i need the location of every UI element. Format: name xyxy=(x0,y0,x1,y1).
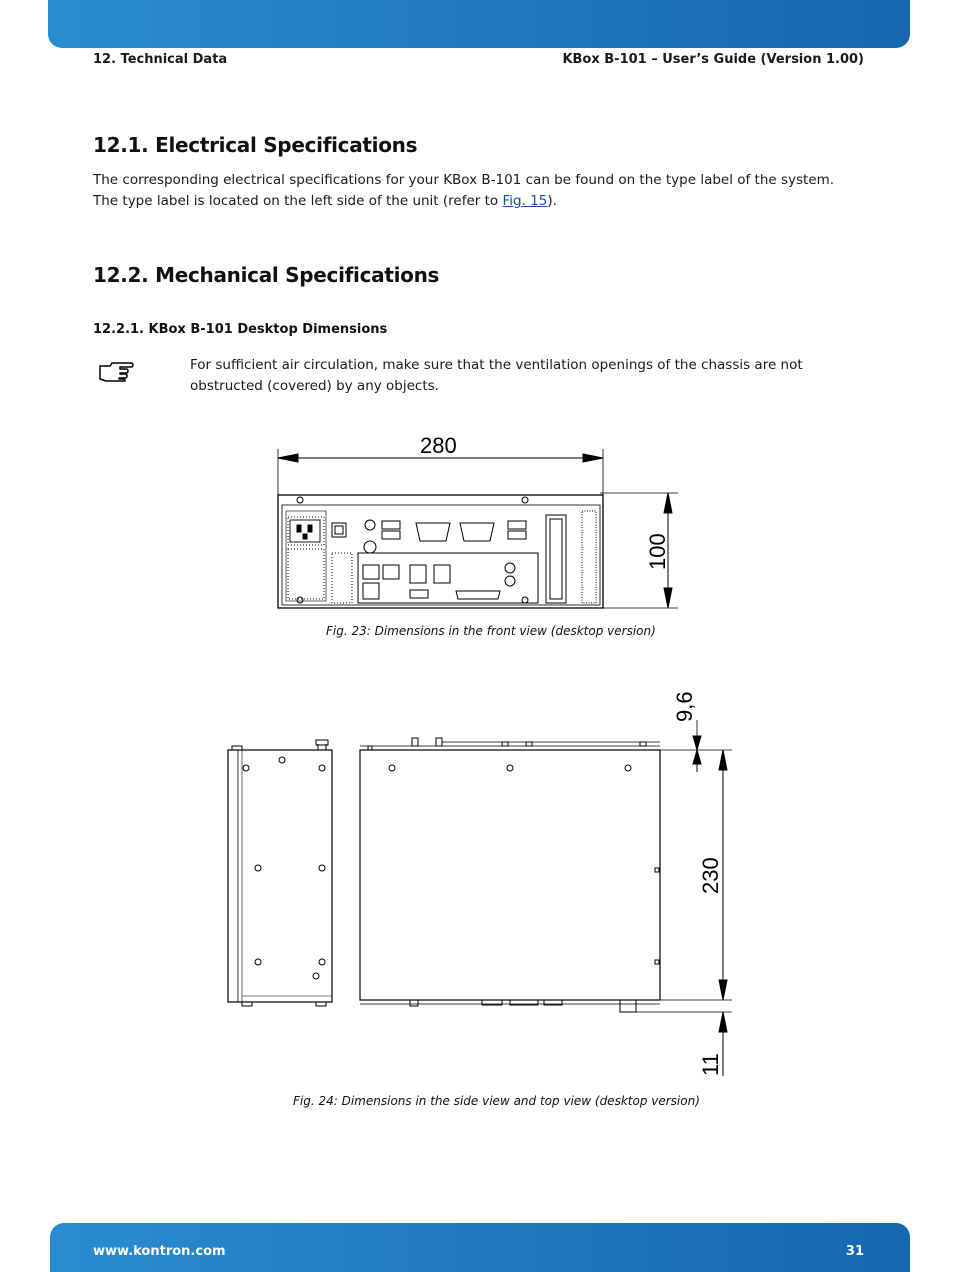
header-section-label: 12. Technical Data xyxy=(93,52,228,67)
header-banner xyxy=(48,0,910,48)
fig23-caption: Fig. 23: Dimensions in the front view (desktop version) xyxy=(326,624,656,638)
electrical-text-end: ). xyxy=(547,193,557,209)
section-title-electrical: 12.1. Electrical Specifications xyxy=(93,133,418,157)
electrical-paragraph xyxy=(93,170,853,212)
footer-website[interactable]: www.kontron.com xyxy=(93,1244,226,1259)
width-dimension-280: 280 xyxy=(420,433,457,458)
section-title-mechanical: 12.2. Mechanical Specifications xyxy=(93,263,440,287)
pointing-hand-icon xyxy=(98,357,134,383)
height-dimension-100: 100 xyxy=(645,533,670,570)
electrical-text: The corresponding electrical specifications for your KBox B-101 can be found on the type label of the system. The type label is located on the left side of the unit (refer to xyxy=(93,172,835,209)
fig24-caption: Fig. 24: Dimensions in the side view and top view (desktop version) xyxy=(293,1094,700,1108)
depth-dimension-230: 230 xyxy=(698,857,723,894)
front-view-drawing xyxy=(270,425,690,615)
subsection-title-desktop-dimensions: 12.2.1. KBox B-101 Desktop Dimensions xyxy=(93,322,388,337)
ventilation-note: For sufficient air circulation, make sure that the ventilation openings of the chassis are not obstructed (covered) by any objects. xyxy=(190,357,803,394)
top-dimension-9-6: 9,6 xyxy=(672,691,697,722)
bottom-dimension-11: 11 xyxy=(698,1053,723,1076)
fig15-link[interactable]: Fig. 15 xyxy=(502,193,548,209)
header-guide-title: KBox B-101 – User’s Guide (Version 1.00) xyxy=(562,52,864,67)
side-top-view-drawing xyxy=(220,680,740,1080)
page-number: 31 xyxy=(845,1244,864,1259)
